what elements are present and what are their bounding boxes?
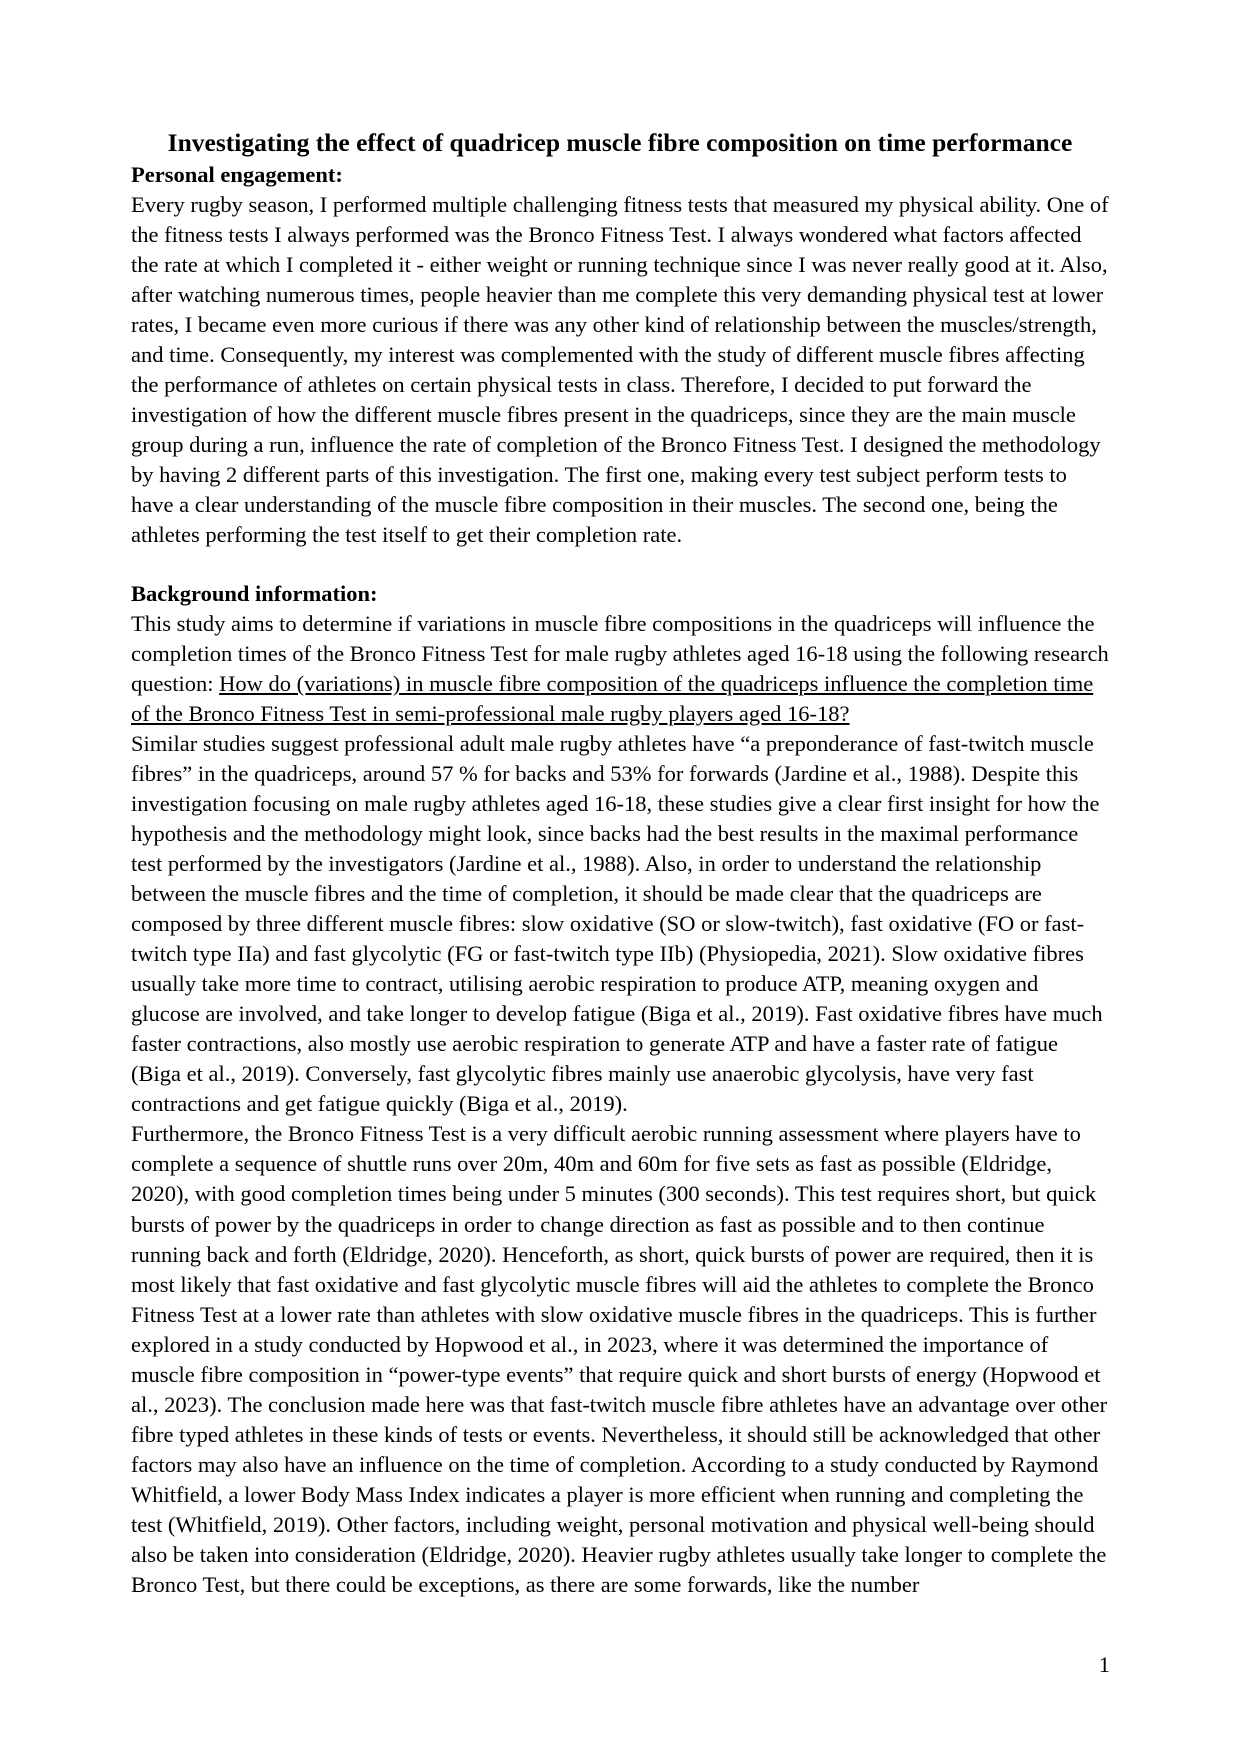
section-heading-personal-engagement: Personal engagement: bbox=[131, 161, 343, 187]
page-content bbox=[131, 126, 1109, 1600]
research-question-text: How do (variations) in muscle fibre composition of the quadriceps influence the completion time of the Bronco Fitness Test in semi-professional male rugby players aged 16-18? bbox=[131, 670, 1094, 726]
section-heading-background-information: Background information: bbox=[131, 580, 378, 606]
paragraph-personal-engagement: Every rugby season, I performed multiple challenging fitness tests that measured my physical ability. One of the fitness tests I always performed was the Bronco Fitness Test. I always wondered what factors affected the rate at which I completed it - either weight or running technique since I was never really good at it. Also, after watching numerous times, people heavier than me complete this very demanding physical test at lower rates, I became even more curious if there was any other kind of relationship between the muscles/strength, and time. Consequently, my interest was complemented with the study of different muscle fibres affecting the performance of athletes on certain physical tests in class. Therefore, I decided to put forward the investigation of how the different muscle fibres present in the quadriceps, since they are the main muscle group during a run, influence the rate of completion of the Bronco Fitness Test. I designed the methodology by having 2 different parts of this investigation. The first one, making every test subject perform tests to have a clear understanding of the muscle fibre composition in their muscles. The second one, being the athletes performing the test itself to get their completion rate. bbox=[131, 191, 1109, 547]
page-number: 1 bbox=[1098, 1651, 1110, 1677]
paragraph-bronco-test: Furthermore, the Bronco Fitness Test is a very difficult aerobic running assessment where players have to complete a sequence of shuttle runs over 20m, 40m and 60m for five sets as fast as possible (Eldridge, 2020), with good completion times being under 5 minutes (300 seconds). This test requires short, but quick bursts of power by the quadriceps in order to change direction as fast as possible and to then continue running back and forth (Eldridge, 2020). Henceforth, as short, quick bursts of power are required, then it is most likely that fast oxidative and fast glycolytic muscle fibres will aid the athletes to complete the Bronco Fitness Test at a lower rate than athletes with slow oxidative muscle fibres in the quadriceps. This is further explored in a study conducted by Hopwood et al., in 2023, where it was determined the importance of muscle fibre composition in “power-type events” that require quick and short bursts of energy (Hopwood et al., 2023). The conclusion made here was that fast-twitch muscle fibre athletes have an advantage over other fibre typed athletes in these kinds of tests or events. Nevertheless, it should still be acknowledged that other factors may also have an influence on the time of completion. According to a study conducted by Raymond Whitfield, a lower Body Mass Index indicates a player is more efficient when running and completing the test (Whitfield, 2019). Other factors, including weight, personal motivation and physical well-being should also be taken into consideration (Eldridge, 2020). Heavier rugby athletes usually take longer to complete the Bronco Test, but there could be exceptions, as there are some forwards, like the number bbox=[131, 1121, 1108, 1597]
paragraph-background-lead bbox=[131, 609, 1109, 729]
page-title: Investigating the effect of quadricep muscle fibre composition on time performance bbox=[167, 128, 1073, 157]
background-lead-text: This study aims to determine if variations in muscle fibre compositions in the quadriceps will influence the completion times of the Bronco Fitness Test for male rugby athletes aged 16-18 using the following research question: bbox=[131, 610, 1109, 696]
paragraph-muscle-fibre-types: Similar studies suggest professional adult male rugby athletes have “a preponderance of fast-twitch muscle fibres” in the quadriceps, around 57 % for backs and 53% for forwards (Jardine et al., 1988). Despite this investigation focusing on male rugby athletes aged 16-18, these studies give a clear first insight for how the hypothesis and the methodology might look, since backs had the best results in the maximal performance test performed by the investigators (Jardine et al., 1988). Also, in order to understand the relationship between the muscle fibres and the time of completion, it should be made clear that the quadriceps are composed by three different muscle fibres: slow oxidative (SO or slow-twitch), fast oxidative (FO or fast-twitch type IIa) and fast glycolytic (FG or fast-twitch type IIb) (Physiopedia, 2021). Slow oxidative fibres usually take more time to contract, utilising aerobic respiration to produce ATP, meaning oxygen and glucose are involved, and take longer to develop fatigue (Biga et al., 2019). Fast oxidative fibres have much faster contractions, also mostly use aerobic respiration to generate ATP and have a faster rate of fatigue (Biga et al., 2019). Conversely, fast glycolytic fibres mainly use anaerobic glycolysis, have very fast contractions and get fatigue quickly (Biga et al., 2019). bbox=[131, 731, 1103, 1117]
paragraph-spacer bbox=[131, 550, 1109, 579]
